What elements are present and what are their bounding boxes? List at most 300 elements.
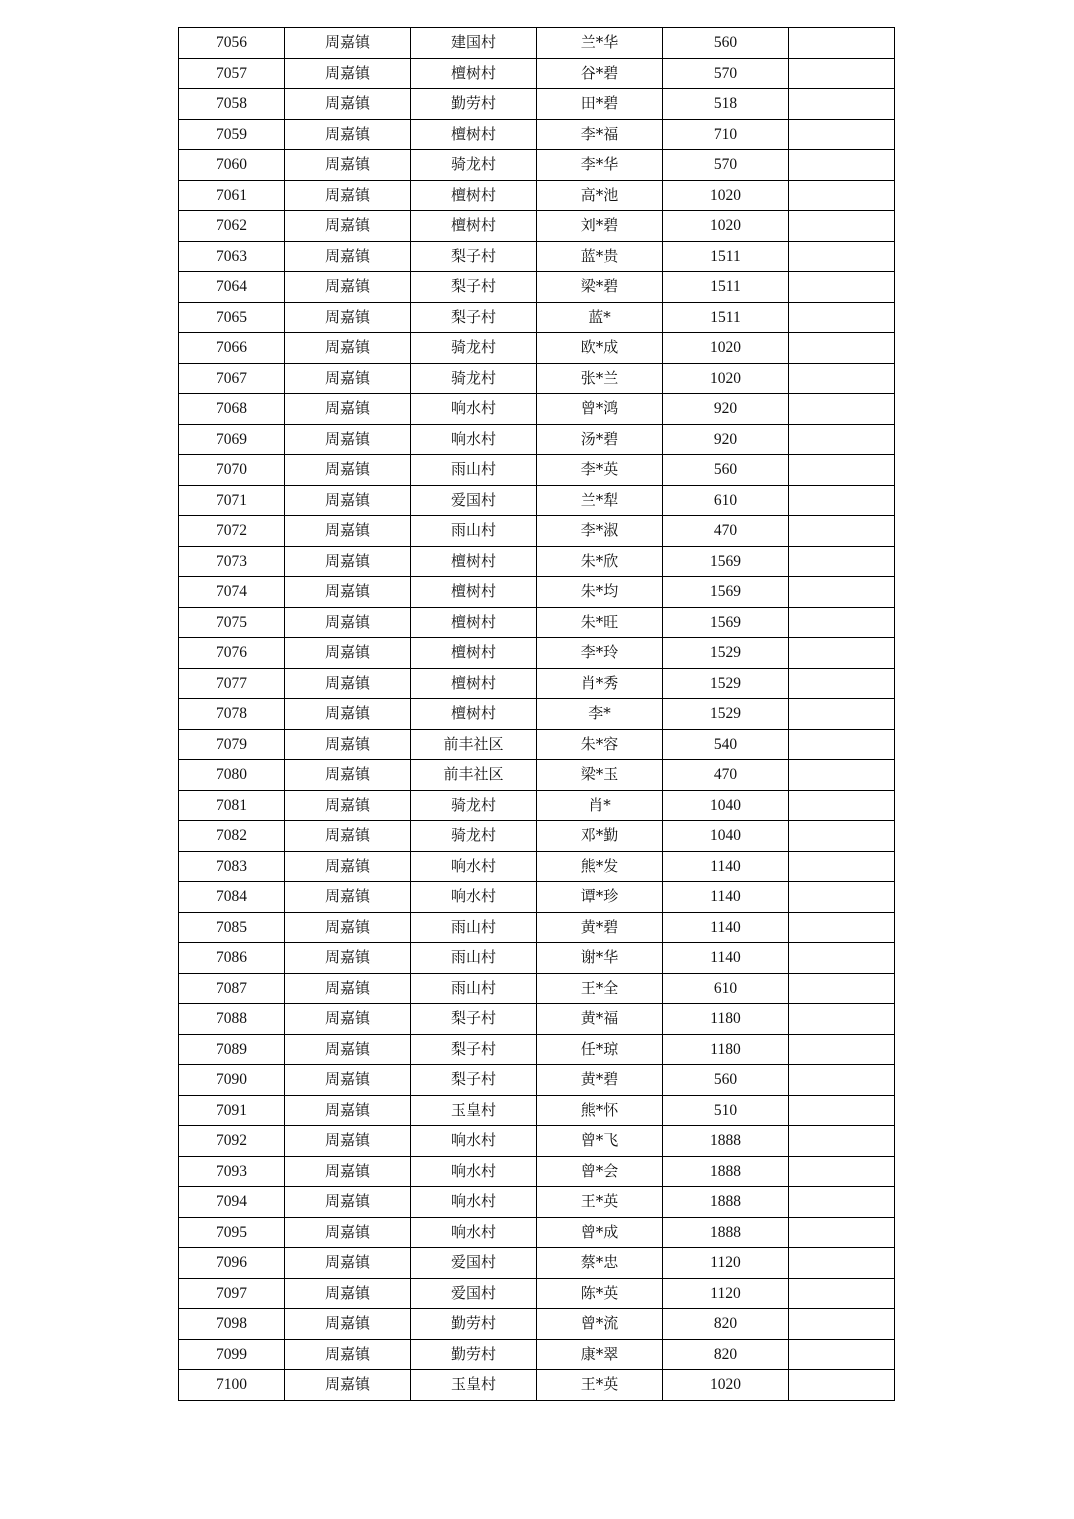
row-number-cell: 7065	[179, 302, 285, 333]
person-name-cell: 高*池	[537, 180, 663, 211]
village-cell: 骑龙村	[411, 363, 537, 394]
amount-cell: 610	[663, 973, 789, 1004]
note-cell	[789, 729, 895, 760]
amount-cell: 540	[663, 729, 789, 760]
amount-cell: 1140	[663, 943, 789, 974]
person-name-cell: 曾*鸿	[537, 394, 663, 425]
table-row	[179, 1278, 895, 1309]
row-number-cell: 7082	[179, 821, 285, 852]
amount-cell: 1888	[663, 1187, 789, 1218]
table-row	[179, 150, 895, 181]
note-cell	[789, 1187, 895, 1218]
row-number-cell: 7091	[179, 1095, 285, 1126]
row-number-cell: 7099	[179, 1339, 285, 1370]
note-cell	[789, 1278, 895, 1309]
amount-cell: 1020	[663, 1370, 789, 1401]
table-row	[179, 1034, 895, 1065]
town-cell: 周嘉镇	[285, 668, 411, 699]
town-cell: 周嘉镇	[285, 150, 411, 181]
town-cell: 周嘉镇	[285, 790, 411, 821]
person-name-cell: 朱*容	[537, 729, 663, 760]
table-row	[179, 821, 895, 852]
table-row	[179, 1095, 895, 1126]
person-name-cell: 蓝*贵	[537, 241, 663, 272]
person-name-cell: 李*华	[537, 150, 663, 181]
person-name-cell: 兰*犁	[537, 485, 663, 516]
amount-cell: 1511	[663, 241, 789, 272]
note-cell	[789, 1309, 895, 1340]
village-cell: 檀树村	[411, 119, 537, 150]
person-name-cell: 熊*怀	[537, 1095, 663, 1126]
town-cell: 周嘉镇	[285, 485, 411, 516]
table-row	[179, 1065, 895, 1096]
amount-cell: 1529	[663, 699, 789, 730]
person-name-cell: 蔡*忠	[537, 1248, 663, 1279]
note-cell	[789, 912, 895, 943]
note-cell	[789, 1339, 895, 1370]
person-name-cell: 刘*碧	[537, 211, 663, 242]
note-cell	[789, 150, 895, 181]
amount-cell: 560	[663, 28, 789, 59]
amount-cell: 1040	[663, 821, 789, 852]
row-number-cell: 7089	[179, 1034, 285, 1065]
person-name-cell: 曾*成	[537, 1217, 663, 1248]
table-row	[179, 1156, 895, 1187]
village-cell: 玉皇村	[411, 1370, 537, 1401]
village-cell: 梨子村	[411, 302, 537, 333]
person-name-cell: 梁*碧	[537, 272, 663, 303]
table-row	[179, 638, 895, 669]
person-name-cell: 谢*华	[537, 943, 663, 974]
row-number-cell: 7056	[179, 28, 285, 59]
table-row	[179, 943, 895, 974]
table-row	[179, 241, 895, 272]
note-cell	[789, 89, 895, 120]
town-cell: 周嘉镇	[285, 1034, 411, 1065]
amount-cell: 820	[663, 1309, 789, 1340]
town-cell: 周嘉镇	[285, 851, 411, 882]
table-row	[179, 1004, 895, 1035]
amount-cell: 470	[663, 760, 789, 791]
amount-cell: 1020	[663, 180, 789, 211]
town-cell: 周嘉镇	[285, 272, 411, 303]
town-cell: 周嘉镇	[285, 1004, 411, 1035]
town-cell: 周嘉镇	[285, 363, 411, 394]
amount-cell: 1569	[663, 546, 789, 577]
village-cell: 檀树村	[411, 180, 537, 211]
table-row	[179, 119, 895, 150]
town-cell: 周嘉镇	[285, 516, 411, 547]
row-number-cell: 7087	[179, 973, 285, 1004]
amount-cell: 1569	[663, 607, 789, 638]
table-row	[179, 790, 895, 821]
table-row	[179, 424, 895, 455]
person-name-cell: 陈*英	[537, 1278, 663, 1309]
row-number-cell: 7088	[179, 1004, 285, 1035]
town-cell: 周嘉镇	[285, 424, 411, 455]
village-cell: 梨子村	[411, 272, 537, 303]
village-cell: 檀树村	[411, 668, 537, 699]
note-cell	[789, 394, 895, 425]
table-row	[179, 973, 895, 1004]
table-row	[179, 1187, 895, 1218]
town-cell: 周嘉镇	[285, 28, 411, 59]
amount-cell: 560	[663, 455, 789, 486]
table-row	[179, 272, 895, 303]
note-cell	[789, 1156, 895, 1187]
village-cell: 爱国村	[411, 1278, 537, 1309]
person-name-cell: 朱*旺	[537, 607, 663, 638]
village-cell: 雨山村	[411, 943, 537, 974]
town-cell: 周嘉镇	[285, 180, 411, 211]
row-number-cell: 7085	[179, 912, 285, 943]
amount-cell: 1020	[663, 363, 789, 394]
person-name-cell: 邓*勤	[537, 821, 663, 852]
village-cell: 梨子村	[411, 241, 537, 272]
town-cell: 周嘉镇	[285, 333, 411, 364]
table-row	[179, 28, 895, 59]
amount-cell: 1569	[663, 577, 789, 608]
amount-cell: 1888	[663, 1217, 789, 1248]
person-name-cell: 王*英	[537, 1187, 663, 1218]
town-cell: 周嘉镇	[285, 699, 411, 730]
row-number-cell: 7079	[179, 729, 285, 760]
table-row	[179, 394, 895, 425]
person-name-cell: 李*玲	[537, 638, 663, 669]
town-cell: 周嘉镇	[285, 58, 411, 89]
row-number-cell: 7073	[179, 546, 285, 577]
person-name-cell: 汤*碧	[537, 424, 663, 455]
note-cell	[789, 760, 895, 791]
note-cell	[789, 851, 895, 882]
village-cell: 檀树村	[411, 211, 537, 242]
note-cell	[789, 790, 895, 821]
village-cell: 骑龙村	[411, 790, 537, 821]
row-number-cell: 7077	[179, 668, 285, 699]
amount-cell: 1120	[663, 1278, 789, 1309]
amount-cell: 920	[663, 424, 789, 455]
person-name-cell: 黄*碧	[537, 912, 663, 943]
note-cell	[789, 699, 895, 730]
note-cell	[789, 424, 895, 455]
village-cell: 爱国村	[411, 485, 537, 516]
note-cell	[789, 241, 895, 272]
table-row	[179, 577, 895, 608]
row-number-cell: 7092	[179, 1126, 285, 1157]
row-number-cell: 7095	[179, 1217, 285, 1248]
table-row	[179, 363, 895, 394]
row-number-cell: 7062	[179, 211, 285, 242]
amount-cell: 1529	[663, 638, 789, 669]
person-name-cell: 黄*福	[537, 1004, 663, 1035]
town-cell: 周嘉镇	[285, 882, 411, 913]
village-cell: 骑龙村	[411, 150, 537, 181]
village-cell: 骑龙村	[411, 821, 537, 852]
village-cell: 梨子村	[411, 1065, 537, 1096]
amount-cell: 470	[663, 516, 789, 547]
village-cell: 檀树村	[411, 699, 537, 730]
village-cell: 响水村	[411, 1126, 537, 1157]
row-number-cell: 7071	[179, 485, 285, 516]
person-name-cell: 黄*碧	[537, 1065, 663, 1096]
amount-cell: 920	[663, 394, 789, 425]
person-name-cell: 梁*玉	[537, 760, 663, 791]
person-name-cell: 王*全	[537, 973, 663, 1004]
amount-cell: 710	[663, 119, 789, 150]
village-cell: 檀树村	[411, 58, 537, 89]
table-row	[179, 455, 895, 486]
row-number-cell: 7094	[179, 1187, 285, 1218]
table-row	[179, 699, 895, 730]
note-cell	[789, 363, 895, 394]
village-cell: 爱国村	[411, 1248, 537, 1279]
amount-cell: 1888	[663, 1126, 789, 1157]
person-name-cell: 李*淑	[537, 516, 663, 547]
note-cell	[789, 1217, 895, 1248]
person-name-cell: 欧*成	[537, 333, 663, 364]
row-number-cell: 7068	[179, 394, 285, 425]
note-cell	[789, 1034, 895, 1065]
note-cell	[789, 1248, 895, 1279]
person-name-cell: 曾*流	[537, 1309, 663, 1340]
town-cell: 周嘉镇	[285, 119, 411, 150]
person-name-cell: 李*福	[537, 119, 663, 150]
town-cell: 周嘉镇	[285, 394, 411, 425]
village-cell: 前丰社区	[411, 760, 537, 791]
note-cell	[789, 973, 895, 1004]
person-name-cell: 蓝*	[537, 302, 663, 333]
person-name-cell: 田*碧	[537, 89, 663, 120]
person-name-cell: 康*翠	[537, 1339, 663, 1370]
town-cell: 周嘉镇	[285, 1339, 411, 1370]
town-cell: 周嘉镇	[285, 1156, 411, 1187]
note-cell	[789, 1004, 895, 1035]
table-row	[179, 485, 895, 516]
town-cell: 周嘉镇	[285, 1370, 411, 1401]
row-number-cell: 7083	[179, 851, 285, 882]
village-cell: 勤劳村	[411, 89, 537, 120]
amount-cell: 1511	[663, 272, 789, 303]
village-cell: 檀树村	[411, 638, 537, 669]
note-cell	[789, 1095, 895, 1126]
person-name-cell: 李*	[537, 699, 663, 730]
amount-cell: 1020	[663, 211, 789, 242]
row-number-cell: 7100	[179, 1370, 285, 1401]
table-row	[179, 851, 895, 882]
note-cell	[789, 28, 895, 59]
town-cell: 周嘉镇	[285, 607, 411, 638]
village-cell: 雨山村	[411, 912, 537, 943]
amount-cell: 1888	[663, 1156, 789, 1187]
data-table	[178, 27, 895, 1401]
table-row	[179, 180, 895, 211]
amount-cell: 518	[663, 89, 789, 120]
table-row	[179, 760, 895, 791]
amount-cell: 1040	[663, 790, 789, 821]
person-name-cell: 谭*珍	[537, 882, 663, 913]
village-cell: 前丰社区	[411, 729, 537, 760]
table-row	[179, 1126, 895, 1157]
amount-cell: 820	[663, 1339, 789, 1370]
amount-cell: 570	[663, 150, 789, 181]
village-cell: 骑龙村	[411, 333, 537, 364]
note-cell	[789, 485, 895, 516]
amount-cell: 610	[663, 485, 789, 516]
town-cell: 周嘉镇	[285, 1065, 411, 1096]
person-name-cell: 李*英	[537, 455, 663, 486]
town-cell: 周嘉镇	[285, 912, 411, 943]
note-cell	[789, 119, 895, 150]
table-row	[179, 607, 895, 638]
person-name-cell: 曾*会	[537, 1156, 663, 1187]
row-number-cell: 7084	[179, 882, 285, 913]
amount-cell: 1120	[663, 1248, 789, 1279]
row-number-cell: 7081	[179, 790, 285, 821]
town-cell: 周嘉镇	[285, 973, 411, 1004]
note-cell	[789, 882, 895, 913]
table-row	[179, 516, 895, 547]
person-name-cell: 曾*飞	[537, 1126, 663, 1157]
note-cell	[789, 211, 895, 242]
table-row	[179, 1248, 895, 1279]
town-cell: 周嘉镇	[285, 1217, 411, 1248]
row-number-cell: 7057	[179, 58, 285, 89]
row-number-cell: 7064	[179, 272, 285, 303]
row-number-cell: 7096	[179, 1248, 285, 1279]
note-cell	[789, 180, 895, 211]
town-cell: 周嘉镇	[285, 1095, 411, 1126]
row-number-cell: 7060	[179, 150, 285, 181]
row-number-cell: 7069	[179, 424, 285, 455]
amount-cell: 1180	[663, 1034, 789, 1065]
table-row	[179, 912, 895, 943]
row-number-cell: 7067	[179, 363, 285, 394]
amount-cell: 1180	[663, 1004, 789, 1035]
row-number-cell: 7075	[179, 607, 285, 638]
village-cell: 响水村	[411, 424, 537, 455]
note-cell	[789, 272, 895, 303]
row-number-cell: 7098	[179, 1309, 285, 1340]
town-cell: 周嘉镇	[285, 1309, 411, 1340]
village-cell: 梨子村	[411, 1034, 537, 1065]
village-cell: 响水村	[411, 1187, 537, 1218]
village-cell: 勤劳村	[411, 1339, 537, 1370]
town-cell: 周嘉镇	[285, 760, 411, 791]
table-row	[179, 729, 895, 760]
village-cell: 响水村	[411, 882, 537, 913]
village-cell: 玉皇村	[411, 1095, 537, 1126]
village-cell: 雨山村	[411, 516, 537, 547]
note-cell	[789, 1065, 895, 1096]
table-row	[179, 1339, 895, 1370]
person-name-cell: 朱*均	[537, 577, 663, 608]
person-name-cell: 张*兰	[537, 363, 663, 394]
village-cell: 梨子村	[411, 1004, 537, 1035]
note-cell	[789, 516, 895, 547]
town-cell: 周嘉镇	[285, 638, 411, 669]
village-cell: 檀树村	[411, 607, 537, 638]
row-number-cell: 7076	[179, 638, 285, 669]
town-cell: 周嘉镇	[285, 821, 411, 852]
person-name-cell: 谷*碧	[537, 58, 663, 89]
row-number-cell: 7058	[179, 89, 285, 120]
village-cell: 建国村	[411, 28, 537, 59]
row-number-cell: 7061	[179, 180, 285, 211]
note-cell	[789, 668, 895, 699]
note-cell	[789, 1126, 895, 1157]
note-cell	[789, 455, 895, 486]
table-row	[179, 668, 895, 699]
row-number-cell: 7070	[179, 455, 285, 486]
amount-cell: 560	[663, 1065, 789, 1096]
person-name-cell: 王*英	[537, 1370, 663, 1401]
table-row	[179, 89, 895, 120]
town-cell: 周嘉镇	[285, 1248, 411, 1279]
table-row	[179, 58, 895, 89]
note-cell	[789, 577, 895, 608]
person-name-cell: 肖*秀	[537, 668, 663, 699]
note-cell	[789, 607, 895, 638]
table-row	[179, 1217, 895, 1248]
village-cell: 响水村	[411, 1156, 537, 1187]
person-name-cell: 熊*发	[537, 851, 663, 882]
town-cell: 周嘉镇	[285, 943, 411, 974]
town-cell: 周嘉镇	[285, 729, 411, 760]
amount-cell: 1511	[663, 302, 789, 333]
row-number-cell: 7072	[179, 516, 285, 547]
note-cell	[789, 302, 895, 333]
note-cell	[789, 333, 895, 364]
village-cell: 雨山村	[411, 973, 537, 1004]
amount-cell: 510	[663, 1095, 789, 1126]
town-cell: 周嘉镇	[285, 1126, 411, 1157]
village-cell: 响水村	[411, 1217, 537, 1248]
note-cell	[789, 943, 895, 974]
row-number-cell: 7093	[179, 1156, 285, 1187]
row-number-cell: 7086	[179, 943, 285, 974]
person-name-cell: 肖*	[537, 790, 663, 821]
town-cell: 周嘉镇	[285, 546, 411, 577]
town-cell: 周嘉镇	[285, 1278, 411, 1309]
amount-cell: 1140	[663, 912, 789, 943]
town-cell: 周嘉镇	[285, 89, 411, 120]
note-cell	[789, 546, 895, 577]
table-row	[179, 333, 895, 364]
amount-cell: 1529	[663, 668, 789, 699]
table-row	[179, 546, 895, 577]
row-number-cell: 7066	[179, 333, 285, 364]
town-cell: 周嘉镇	[285, 302, 411, 333]
amount-cell: 570	[663, 58, 789, 89]
table-row	[179, 882, 895, 913]
village-cell: 响水村	[411, 394, 537, 425]
person-name-cell: 兰*华	[537, 28, 663, 59]
town-cell: 周嘉镇	[285, 577, 411, 608]
amount-cell: 1140	[663, 882, 789, 913]
village-cell: 檀树村	[411, 577, 537, 608]
person-name-cell: 朱*欣	[537, 546, 663, 577]
town-cell: 周嘉镇	[285, 455, 411, 486]
village-cell: 雨山村	[411, 455, 537, 486]
table-row	[179, 211, 895, 242]
row-number-cell: 7078	[179, 699, 285, 730]
village-cell: 勤劳村	[411, 1309, 537, 1340]
table-row	[179, 1309, 895, 1340]
village-cell: 檀树村	[411, 546, 537, 577]
note-cell	[789, 638, 895, 669]
row-number-cell: 7063	[179, 241, 285, 272]
row-number-cell: 7097	[179, 1278, 285, 1309]
